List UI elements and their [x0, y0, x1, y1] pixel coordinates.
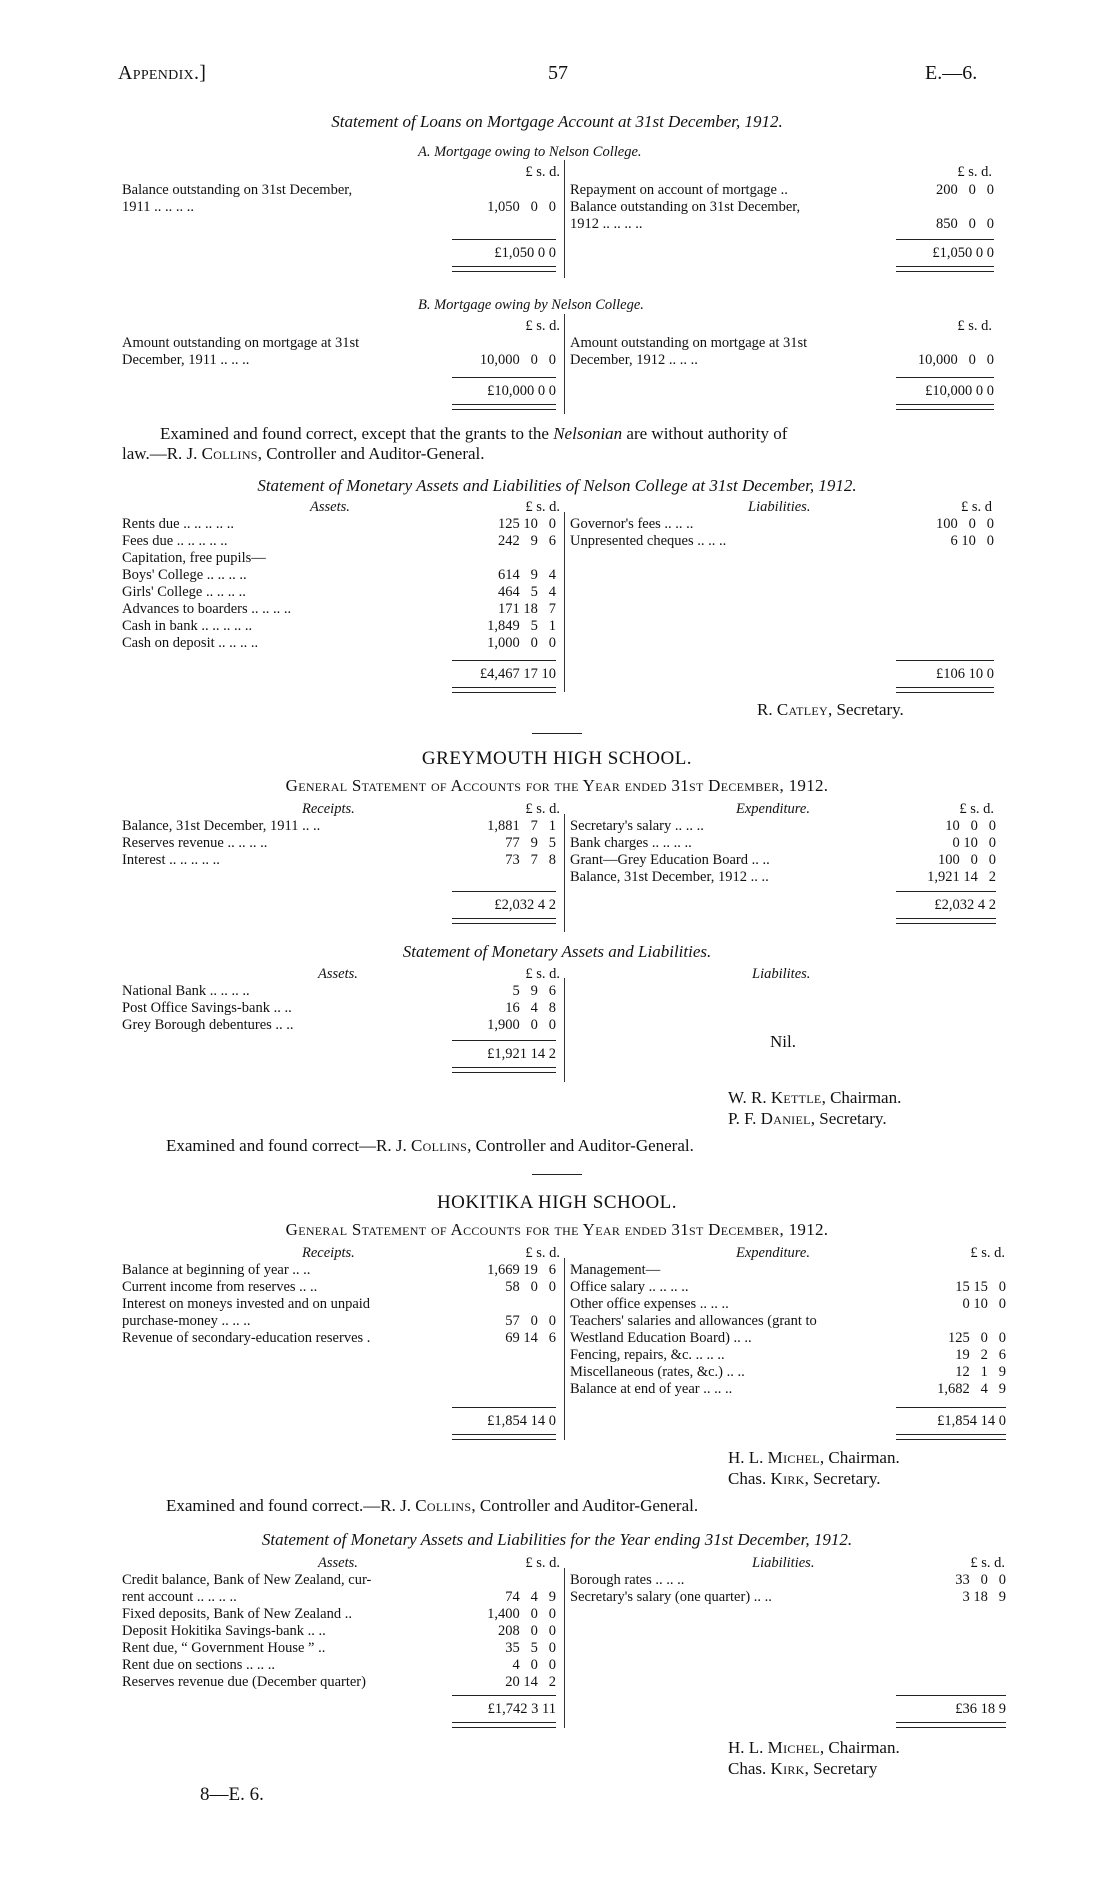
- ledger-label: Balance at beginning of year .. ..: [122, 1262, 311, 1278]
- nelson-liab-total: £106 10 0: [936, 666, 994, 682]
- loans-b-right-total: £10,000 0 0: [925, 383, 994, 399]
- ledger-row: [570, 1296, 1006, 1313]
- ledger-row: [122, 1623, 560, 1640]
- ledger-row: [122, 1262, 560, 1279]
- ledger-label: rent account .. .. .. ..: [122, 1589, 237, 1605]
- hokitika-divider: [564, 1258, 565, 1440]
- ledger-row: [122, 533, 560, 550]
- ledger-amount: 1,849 5 1: [487, 618, 556, 634]
- rule: [452, 1695, 556, 1696]
- ledger-row: [570, 1279, 1006, 1296]
- double-rule: [896, 918, 996, 924]
- ledger-label: Deposit Hokitika Savings-bank .. ..: [122, 1623, 326, 1639]
- ledger-row: [122, 618, 560, 635]
- ledger-amount: 20 14 2: [505, 1674, 556, 1690]
- ledger-amount: 4 0 0: [512, 1657, 556, 1673]
- double-rule: [452, 1434, 556, 1440]
- ledger-amount: 35 5 0: [505, 1640, 556, 1656]
- ledger-label: Miscellaneous (rates, &c.) .. ..: [570, 1364, 745, 1380]
- ledger-label: 1911 .. .. .. ..: [122, 199, 194, 215]
- ledger-amount: 242 9 6: [498, 533, 556, 549]
- signature-mark: 8—E. 6.: [200, 1784, 264, 1805]
- nelson-assets-title: Statement of Monetary Assets and Liabilities of Nelson College at 31st December, 1912.: [257, 476, 857, 495]
- hokitika-ma-lsd-right: £ s. d.: [970, 1555, 1005, 1571]
- rule: [452, 891, 556, 892]
- ledger-label: Rent due, “ Government House ” ..: [122, 1640, 326, 1656]
- ledger-label: Reserves revenue due (December quarter): [122, 1674, 366, 1690]
- ledger-amount: 69 14 6: [505, 1330, 556, 1346]
- double-rule: [896, 687, 994, 693]
- ledger-label: Fees due .. .. .. .. ..: [122, 533, 228, 549]
- ledger-amount: 6 10 0: [950, 533, 994, 549]
- ledger-label: Advances to boarders .. .. .. ..: [122, 601, 292, 617]
- ledger-label: Rent due on sections .. .. ..: [122, 1657, 276, 1673]
- double-rule: [452, 1067, 556, 1073]
- double-rule: [896, 1722, 1006, 1728]
- ledger-row: [122, 818, 560, 835]
- ledger-amount: 614 9 4: [498, 567, 556, 583]
- loans-a-divider: [564, 160, 565, 278]
- ledger-amount: 5 9 6: [512, 983, 556, 999]
- ledger-row: [570, 335, 994, 352]
- ledger-label: Interest .. .. .. .. ..: [122, 852, 220, 868]
- ledger-row: [122, 335, 560, 352]
- ledger-amount: 1,000 0 0: [487, 635, 556, 651]
- greymouth-ma-liab-nil: Nil.: [770, 1032, 796, 1051]
- greymouth-ma-lsd: £ s. d.: [525, 966, 560, 982]
- ledger-amount: 1,682 4 9: [937, 1381, 1006, 1397]
- nelson-lsd-left: £ s. d.: [525, 499, 560, 515]
- ledger-amount: 19 2 6: [955, 1347, 1006, 1363]
- appendix-label: Appendix.]: [118, 62, 207, 84]
- double-rule: [452, 918, 556, 924]
- double-rule: [452, 687, 556, 693]
- ledger-row: [122, 1296, 560, 1313]
- ledger-amount: 1,669 19 6: [487, 1262, 556, 1278]
- ledger-label: Management—: [570, 1262, 661, 1278]
- rule: [896, 1695, 1006, 1696]
- hokitika-ma-assets-total: £1,742 3 11: [487, 1701, 556, 1717]
- greymouth-receipts-head: Receipts.: [302, 801, 355, 817]
- ledger-label: Westland Education Board) .. ..: [570, 1330, 752, 1346]
- ledger-label: Girls' College .. .. .. ..: [122, 584, 246, 600]
- hokitika-exp-head: Expenditure.: [736, 1245, 810, 1261]
- nelson-signature: R. Catley, Secretary.: [757, 700, 904, 719]
- ledger-row: [122, 1279, 560, 1296]
- hokitika-lsd-right: £ s. d.: [970, 1245, 1005, 1261]
- ledger-amount: 208 0 0: [498, 1623, 556, 1639]
- section-separator: [532, 733, 582, 734]
- ledger-row: [122, 199, 560, 216]
- ledger-row: [122, 852, 560, 869]
- rule: [896, 1407, 1006, 1408]
- ledger-label: Post Office Savings-bank .. ..: [122, 1000, 292, 1016]
- ledger-label: Credit balance, Bank of New Zealand, cur-: [122, 1572, 372, 1588]
- nelson-liab-head: Liabilities.: [748, 499, 811, 515]
- greymouth-lsd-left: £ s. d.: [525, 801, 560, 817]
- ledger-row: [570, 1364, 1006, 1381]
- ledger-label: Secretary's salary .. .. ..: [570, 818, 704, 834]
- hokitika-receipts-head: Receipts.: [302, 1245, 355, 1261]
- double-rule: [452, 266, 556, 272]
- hokitika-ma-divider: [564, 1568, 565, 1728]
- ledger-row: [122, 1640, 560, 1657]
- hokitika-heading: HOKITIKA HIGH SCHOOL.: [436, 1192, 678, 1213]
- hokitika-examined: Examined and found correct.—R. J. Collins, Controller and Auditor-General.: [166, 1496, 699, 1515]
- ledger-label: Balance, 31st December, 1911 .. ..: [122, 818, 321, 834]
- double-rule: [452, 1722, 556, 1728]
- rule: [896, 891, 996, 892]
- ledger-row: [570, 1313, 1006, 1330]
- ledger-label: Fencing, repairs, &c. .. .. ..: [570, 1347, 725, 1363]
- ledger-amount: 100 0 0: [936, 516, 994, 532]
- hokitika-ma-assets-head: Assets.: [318, 1555, 358, 1571]
- ledger-row: [570, 1330, 1006, 1347]
- hokitika-sig-chairman: H. L. Michel, Chairman.: [728, 1448, 900, 1467]
- ledger-row: [570, 818, 996, 835]
- ledger-row: [122, 835, 560, 852]
- hokitika-receipts-total: £1,854 14 0: [487, 1413, 556, 1429]
- loans-title: Statement of Loans on Mortgage Account at 31st December, 1912.: [331, 112, 783, 131]
- greymouth-exp-total: £2,032 4 2: [934, 897, 996, 913]
- ledger-label: Revenue of secondary-education reserves .: [122, 1330, 371, 1346]
- greymouth-exp-head: Expenditure.: [736, 801, 810, 817]
- ledger-label: Amount outstanding on mortgage at 31st: [122, 335, 360, 351]
- rule: [896, 660, 994, 661]
- nelson-lsd-right: £ s. d: [960, 499, 992, 515]
- ledger-amount: 10,000 0 0: [479, 352, 556, 368]
- ledger-label: Rents due .. .. .. .. ..: [122, 516, 234, 532]
- ledger-row: [122, 1589, 560, 1606]
- greymouth-examined: Examined and found correct—R. J. Collins, Controller and Auditor-General.: [166, 1136, 694, 1155]
- ledger-amount: 12 1 9: [955, 1364, 1006, 1380]
- ledger-amount: 171 18 7: [498, 601, 556, 617]
- hokitika-subheading: General Statement of Accounts for the Year ended 31st December, 1912.: [285, 1220, 829, 1239]
- ledger-row: [570, 835, 996, 852]
- ledger-row: [570, 199, 994, 216]
- ledger-row: [122, 1606, 560, 1623]
- ledger-row: [122, 1657, 560, 1674]
- ledger-amount: 125 0 0: [948, 1330, 1006, 1346]
- ledger-label: Cash on deposit .. .. .. ..: [122, 635, 259, 651]
- hokitika-ma-liab-head: Liabilities.: [752, 1555, 815, 1571]
- loans-a-lsd-right: £ s. d.: [957, 164, 992, 180]
- double-rule: [452, 404, 556, 410]
- ledger-row: [570, 852, 996, 869]
- ledger-label: Capitation, free pupils—: [122, 550, 266, 566]
- ledger-row: [122, 983, 560, 1000]
- ledger-row: [122, 635, 560, 652]
- ledger-label: Fixed deposits, Bank of New Zealand ..: [122, 1606, 352, 1622]
- hokitika-exp-total: £1,854 14 0: [937, 1413, 1006, 1429]
- rule: [452, 377, 556, 378]
- ledger-label: Grant—Grey Education Board .. ..: [570, 852, 770, 868]
- hokitika-ma-sig-chairman: H. L. Michel, Chairman.: [728, 1738, 900, 1757]
- ledger-label: Balance at end of year .. .. ..: [570, 1381, 733, 1397]
- nelson-divider: [564, 512, 565, 692]
- ledger-row: [122, 182, 560, 199]
- ledger-row: [570, 1262, 1006, 1279]
- ledger-amount: 16 4 8: [505, 1000, 556, 1016]
- ledger-label: Boys' College .. .. .. ..: [122, 567, 247, 583]
- ledger-row: [570, 1572, 1006, 1589]
- ledger-row: [122, 1000, 560, 1017]
- ledger-row: [122, 1572, 560, 1589]
- ledger-amount: 15 15 0: [955, 1279, 1006, 1295]
- greymouth-sig-secretary: P. F. Daniel, Secretary.: [728, 1109, 887, 1128]
- ledger-amount: 850 0 0: [936, 216, 994, 232]
- ledger-amount: 73 7 8: [505, 852, 556, 868]
- page-number: 57: [548, 62, 568, 84]
- ledger-amount: 33 0 0: [955, 1572, 1006, 1588]
- ledger-amount: 1,921 14 2: [927, 869, 996, 885]
- rule: [896, 377, 994, 378]
- ledger-amount: 125 10 0: [498, 516, 556, 532]
- ledger-label: December, 1911 .. .. ..: [122, 352, 250, 368]
- greymouth-ma-liab-head: Liabilites.: [752, 966, 811, 982]
- greymouth-sig-chairman: W. R. Kettle, Chairman.: [728, 1088, 902, 1107]
- rule: [452, 1040, 556, 1041]
- hokitika-ma-lsd-left: £ s. d.: [525, 1555, 560, 1571]
- ledger-label: Borough rates .. .. ..: [570, 1572, 685, 1588]
- ledger-amount: 100 0 0: [938, 852, 996, 868]
- ledger-amount: 3 18 9: [962, 1589, 1006, 1605]
- ledger-amount: 464 5 4: [498, 584, 556, 600]
- hokitika-ma-title: Statement of Monetary Assets and Liabilities for the Year ending 31st December, 1912.: [261, 1530, 853, 1549]
- ledger-amount: 1,050 0 0: [487, 199, 556, 215]
- ledger-row: [122, 584, 560, 601]
- nelson-assets-total: £4,467 17 10: [479, 666, 556, 682]
- ledger-row: [122, 1330, 560, 1347]
- ledger-label: National Bank .. .. .. ..: [122, 983, 250, 999]
- loans-b-left-total: £10,000 0 0: [487, 383, 556, 399]
- hokitika-ma-liab-total: £36 18 9: [955, 1701, 1006, 1717]
- ledger-label: Repayment on account of mortgage ..: [570, 182, 788, 198]
- ledger-label: Amount outstanding on mortgage at 31st: [570, 335, 808, 351]
- examined-nelson-line2: law.—R. J. Collins, Controller and Auditor-General.: [122, 444, 485, 463]
- double-rule: [896, 1434, 1006, 1440]
- ledger-row: [122, 1313, 560, 1330]
- ledger-row: [570, 516, 994, 533]
- ledger-amount: 1,400 0 0: [487, 1606, 556, 1622]
- hokitika-lsd-left: £ s. d.: [525, 1245, 560, 1261]
- ledger-label: Unpresented cheques .. .. ..: [570, 533, 727, 549]
- ledger-row: [122, 352, 560, 369]
- ledger-label: Balance outstanding on 31st December,: [570, 199, 801, 215]
- ledger-label: Reserves revenue .. .. .. ..: [122, 835, 268, 851]
- ledger-amount: 74 4 9: [505, 1589, 556, 1605]
- nelson-assets-head: Assets.: [310, 499, 350, 515]
- ledger-amount: 77 9 5: [505, 835, 556, 851]
- section-separator: [532, 1174, 582, 1175]
- ledger-label: Balance, 31st December, 1912 .. ..: [570, 869, 769, 885]
- ledger-amount: 10 0 0: [945, 818, 996, 834]
- ledger-label: Teachers' salaries and allowances (grant to: [570, 1313, 817, 1329]
- loans-b-lsd-left: £ s. d.: [525, 318, 560, 334]
- ledger-row: [122, 601, 560, 618]
- ledger-row: [570, 352, 994, 369]
- greymouth-ma-title: Statement of Monetary Assets and Liabilities.: [402, 942, 712, 961]
- ledger-row: [122, 516, 560, 533]
- ledger-row: [570, 1347, 1006, 1364]
- rule: [896, 239, 994, 240]
- ledger-row: [570, 1381, 1006, 1398]
- double-rule: [896, 266, 994, 272]
- ledger-row: [570, 182, 994, 199]
- ledger-label: 1912 .. .. .. ..: [570, 216, 643, 232]
- ledger-row: [570, 533, 994, 550]
- loans-b-title: B. Mortgage owing by Nelson College.: [418, 297, 644, 313]
- greymouth-subheading: General Statement of Accounts for the Year ended 31st December, 1912.: [285, 776, 829, 795]
- ledger-amount: 1,881 7 1: [487, 818, 556, 834]
- ledger-row: [570, 1589, 1006, 1606]
- ledger-row: [570, 216, 994, 233]
- ledger-label: December, 1912 .. .. ..: [570, 352, 698, 368]
- loans-a-right-total: £1,050 0 0: [932, 245, 994, 261]
- ledger-label: Grey Borough debentures .. ..: [122, 1017, 294, 1033]
- double-rule: [896, 404, 994, 410]
- greymouth-ma-total: £1,921 14 2: [487, 1046, 556, 1062]
- ledger-amount: 57 0 0: [505, 1313, 556, 1329]
- greymouth-divider: [564, 814, 565, 932]
- loans-a-lsd-left: £ s. d.: [525, 164, 560, 180]
- ledger-label: Balance outstanding on 31st December,: [122, 182, 353, 198]
- ledger-amount: 10,000 0 0: [917, 352, 994, 368]
- ledger-row: [570, 869, 996, 886]
- ledger-amount: 58 0 0: [505, 1279, 556, 1295]
- ledger-label: Cash in bank .. .. .. .. ..: [122, 618, 253, 634]
- loans-b-divider: [564, 314, 565, 414]
- ledger-label: Other office expenses .. .. ..: [570, 1296, 729, 1312]
- document-code: E.—6.: [925, 62, 978, 84]
- ledger-label: Office salary .. .. .. ..: [570, 1279, 689, 1295]
- loans-a-left-total: £1,050 0 0: [494, 245, 556, 261]
- rule: [452, 1407, 556, 1408]
- ledger-label: Bank charges .. .. .. ..: [570, 835, 692, 851]
- ledger-label: Governor's fees .. .. ..: [570, 516, 694, 532]
- rule: [452, 239, 556, 240]
- ledger-amount: 200 0 0: [936, 182, 994, 198]
- greymouth-lsd-right: £ s. d.: [959, 801, 994, 817]
- hokitika-ma-sig-secretary: Chas. Kirk, Secretary: [728, 1759, 878, 1778]
- hokitika-sig-secretary: Chas. Kirk, Secretary.: [728, 1469, 881, 1488]
- ledger-label: purchase-money .. .. ..: [122, 1313, 251, 1329]
- loans-b-lsd-right: £ s. d.: [957, 318, 992, 334]
- ledger-amount: 1,900 0 0: [487, 1017, 556, 1033]
- greymouth-receipts-total: £2,032 4 2: [494, 897, 556, 913]
- examined-nelson-line1: Examined and found correct, except that the grants to the Nelsonian are without authority of: [160, 424, 788, 443]
- ledger-row: [122, 1674, 560, 1691]
- ledger-row: [122, 550, 560, 567]
- greymouth-ma-divider: [564, 978, 565, 1082]
- ledger-label: Secretary's salary (one quarter) .. ..: [570, 1589, 772, 1605]
- ledger-amount: 0 10 0: [962, 1296, 1006, 1312]
- greymouth-heading: GREYMOUTH HIGH SCHOOL.: [421, 748, 693, 769]
- ledger-row: [122, 1017, 560, 1034]
- loans-a-title: A. Mortgage owing to Nelson College.: [418, 144, 642, 160]
- ledger-row: [122, 567, 560, 584]
- ledger-label: Interest on moneys invested and on unpaid: [122, 1296, 371, 1312]
- ledger-amount: 0 10 0: [952, 835, 996, 851]
- greymouth-ma-assets-head: Assets.: [318, 966, 358, 982]
- ledger-label: Current income from reserves .. ..: [122, 1279, 318, 1295]
- rule: [452, 660, 556, 661]
